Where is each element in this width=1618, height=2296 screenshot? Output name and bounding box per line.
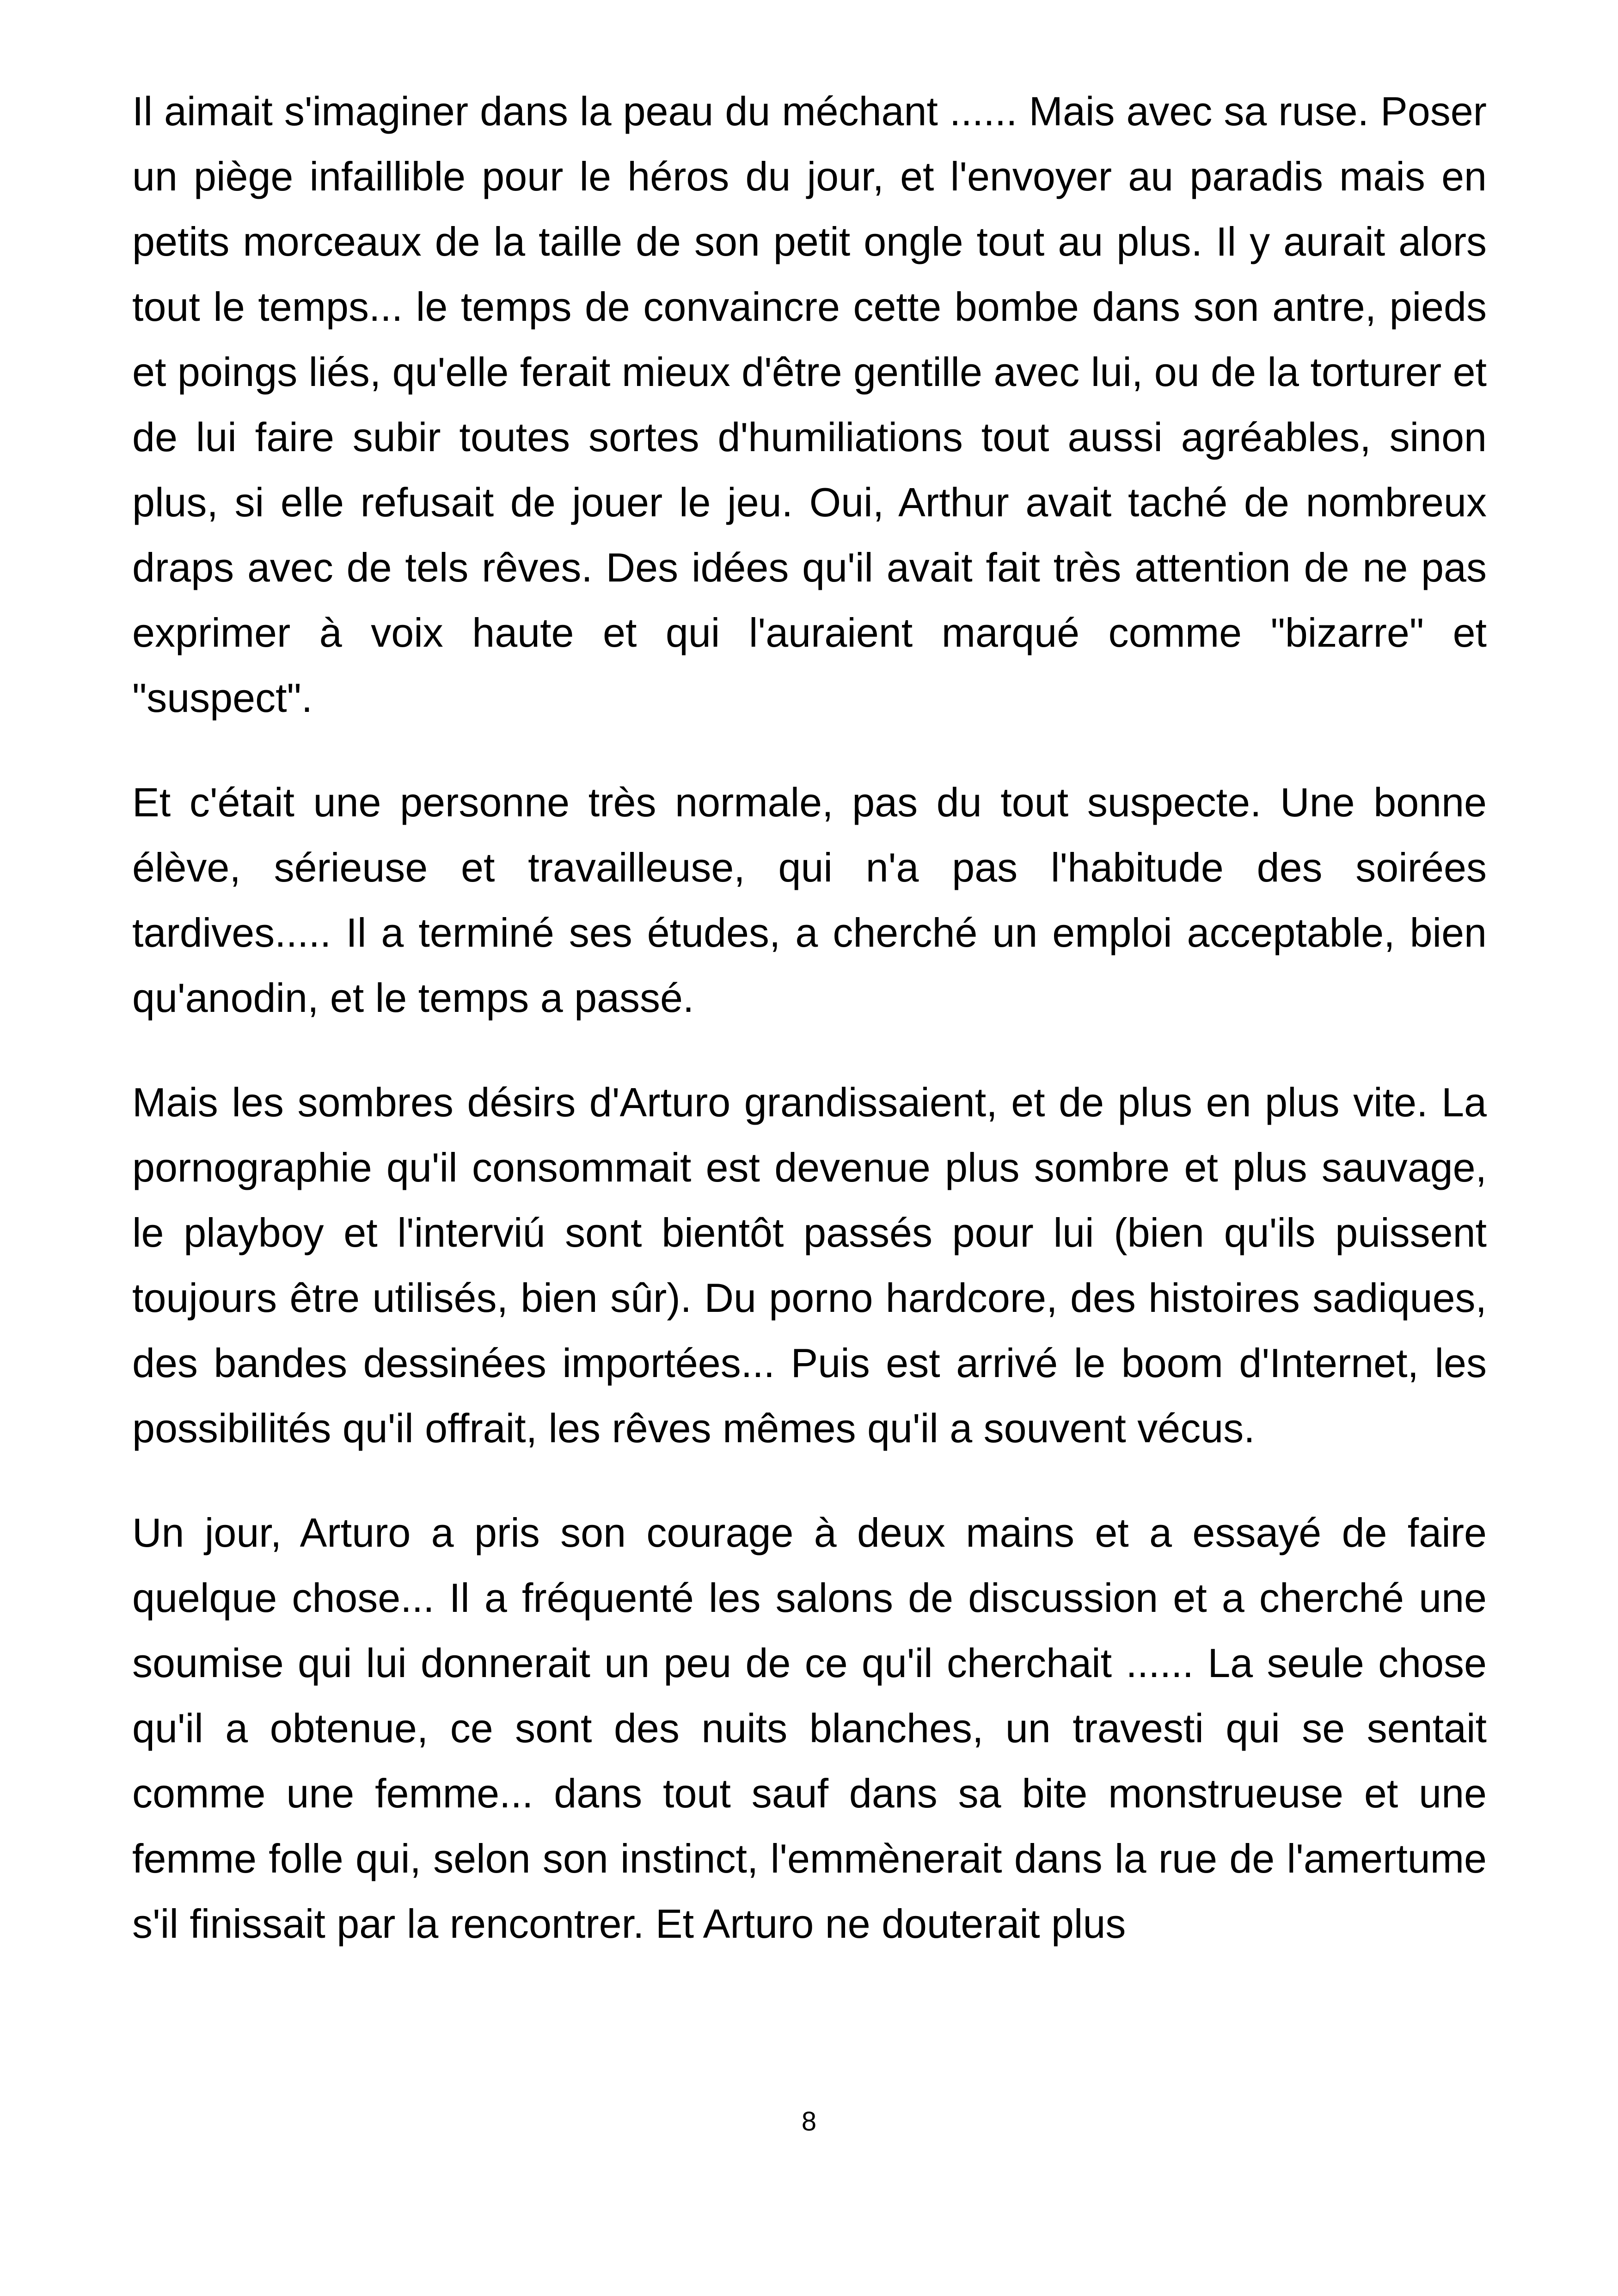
paragraph-1: Il aimait s'imaginer dans la peau du méchant ...... Mais avec sa ruse. Poser un piège infaillible pour le héros du jour, et l'envoyer au paradis mais en petits morceaux de la taille de son petit ongle tout au plus. Il y aurait alors tout le temps... le temps de convaincre cette bombe dans son antre, pieds et poings liés, qu'elle ferait mieux d'être gentille avec lui, ou de la torturer et de lui faire subir toutes sortes d'humiliations tout aussi agréables, sinon plus, si elle refusait de jouer le jeu. Oui, Arthur avait taché de nombreux draps avec de tels rêves. Des idées qu'il avait fait très attention de ne pas exprimer à voix haute et qui l'auraient marqué comme "bizarre" et "suspect". — [132, 88, 1487, 721]
page-number: 8 — [801, 2106, 817, 2137]
page-body — [132, 79, 1487, 1956]
paragraph-2: Et c'était une personne très normale, pas du tout suspecte. Une bonne élève, sérieuse et travailleuse, qui n'a pas l'habitude des soirées tardives..... Il a terminé ses études, a cherché un emploi acceptable, bien qu'anodin, et le temps a passé. — [132, 779, 1487, 1021]
paragraph-4: Un jour, Arturo a pris son courage à deux mains et a essayé de faire quelque chose... Il a fréquenté les salons de discussion et a cherché une soumise qui lui donnerait un peu de ce qu'il cherchait ...... La seule chose qu'il a obtenue, ce sont des nuits blanches, un travesti qui se sentait comme une femme... dans tout sauf dans sa bite monstrueuse et une femme folle qui, selon son instinct, l'emmènerait dans la rue de l'amertume s'il finissait par la rencontrer. Et Arturo ne douterait plus — [132, 1510, 1487, 1947]
paragraph-3: Mais les sombres désirs d'Arturo grandissaient, et de plus en plus vite. La pornographie qu'il consommait est devenue plus sombre et plus sauvage, le playboy et l'interviú sont bientôt passés pour lui (bien qu'ils puissent toujours être utilisés, bien sûr). Du porno hardcore, des histoires sadiques, des bandes dessinées importées... Puis est arrivé le boom d'Internet, les possibilités qu'il offrait, les rêves mêmes qu'il a souvent vécus. — [132, 1079, 1487, 1451]
